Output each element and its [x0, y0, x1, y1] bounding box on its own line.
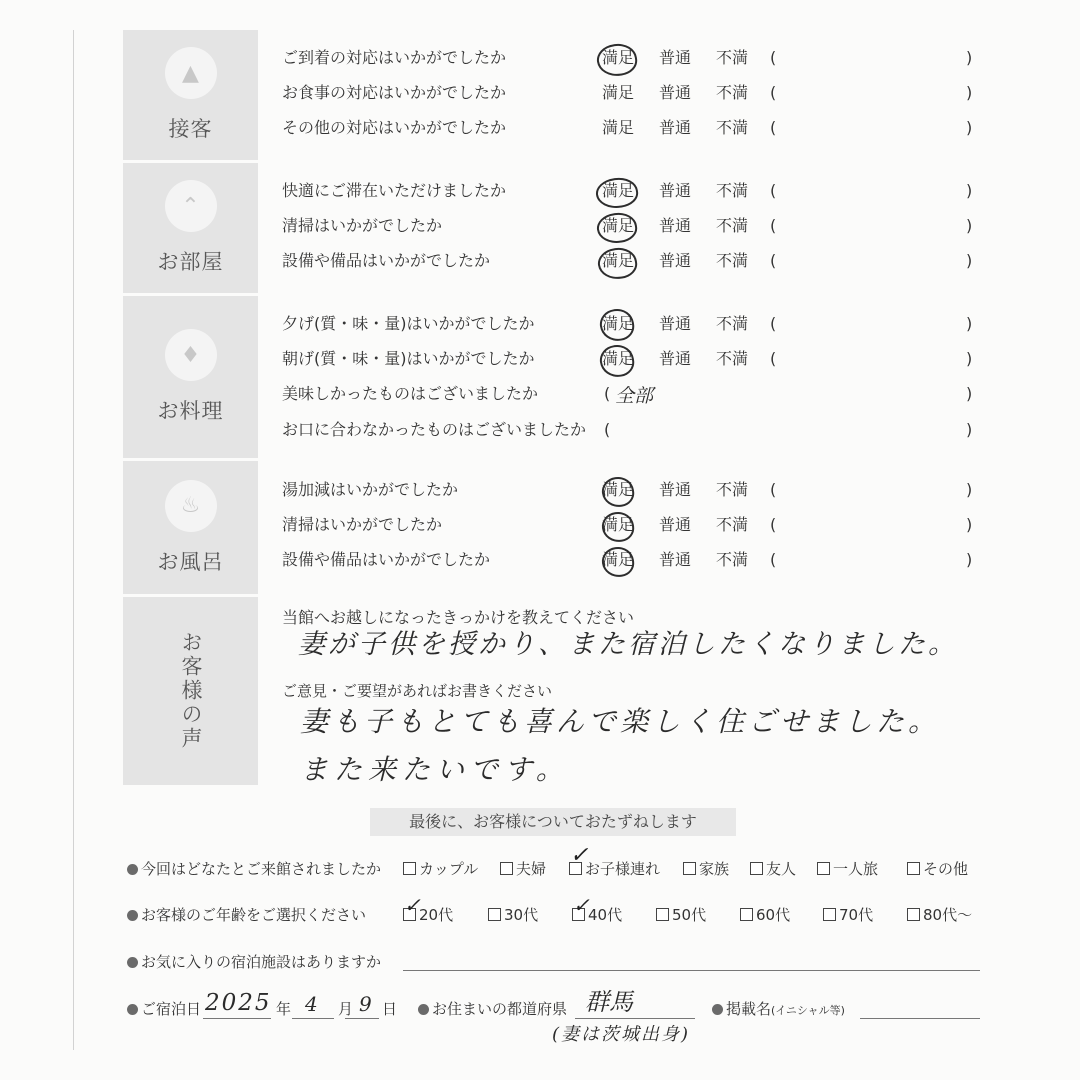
check-mark-icon: ✓	[573, 893, 590, 917]
check-mark-icon: ✓	[570, 843, 589, 868]
option-normal[interactable]: 普通	[659, 349, 692, 368]
question-text: 設備や備品はいかがでしたか	[282, 251, 491, 270]
stay-year: 2025	[205, 990, 272, 1016]
close-paren: )	[966, 349, 973, 368]
close-paren: )	[966, 314, 973, 333]
open-paren: (	[770, 48, 777, 67]
companion-option[interactable]	[683, 858, 729, 879]
option-unsatisfied[interactable]: 不満	[716, 314, 749, 333]
prefecture-note: (妻は茨城出身)	[552, 1024, 691, 1045]
close-paren: )	[966, 83, 973, 102]
close-paren: )	[966, 181, 973, 200]
age-option[interactable]	[656, 904, 706, 925]
option-label: 夫婦	[516, 860, 547, 878]
open-paren: (	[770, 314, 777, 333]
companion-option[interactable]	[907, 858, 968, 879]
option-label: カップル	[419, 860, 479, 878]
open-paren: (	[770, 550, 777, 569]
day-unit: 日	[382, 1000, 398, 1018]
option-label: 50代	[672, 906, 707, 924]
margin-line	[73, 30, 74, 1050]
option-label: お子様連れ	[585, 860, 661, 878]
room-roof-icon: ⌃	[165, 180, 217, 232]
handwritten-answer: また来たいです。	[300, 753, 570, 786]
option-unsatisfied[interactable]: 不満	[716, 515, 749, 534]
bullet-icon	[418, 1004, 429, 1015]
close-paren: )	[966, 480, 973, 499]
option-satisfied[interactable]: 満足	[602, 515, 635, 534]
open-paren: (	[770, 515, 777, 534]
question-row	[282, 79, 982, 107]
check-mark-icon: ✓	[404, 893, 421, 917]
stay-date-label: ご宿泊日	[127, 998, 201, 1019]
category-label: お部屋	[157, 250, 224, 274]
option-unsatisfied[interactable]: 不満	[716, 118, 749, 137]
option-unsatisfied[interactable]: 不満	[716, 48, 749, 67]
category-label: お料理	[157, 399, 224, 423]
close-paren: )	[966, 118, 973, 137]
bowing-staff-icon: ▲	[165, 47, 217, 99]
age-option[interactable]	[740, 904, 790, 925]
open-paren: (	[770, 83, 777, 102]
option-satisfied[interactable]: 満足	[602, 550, 635, 569]
companion-option[interactable]	[750, 858, 796, 879]
question-text: 清掃はいかがでしたか	[282, 216, 443, 235]
final-section-heading: 最後に、お客様についておたずねします	[370, 808, 736, 836]
open-paren: (	[770, 118, 777, 137]
stay-day: 9	[359, 992, 372, 1016]
favorite-answer-line[interactable]	[403, 970, 980, 971]
checkbox[interactable]	[740, 908, 753, 921]
option-label: 家族	[699, 860, 730, 878]
option-satisfied[interactable]: 満足	[602, 83, 635, 102]
option-unsatisfied[interactable]: 不満	[716, 550, 749, 569]
question-text: 夕げ(質・味・量)はいかがでしたか	[282, 314, 535, 333]
option-normal[interactable]: 普通	[659, 314, 692, 333]
checkbox[interactable]	[488, 908, 501, 921]
companion-option[interactable]	[403, 858, 478, 879]
option-satisfied[interactable]: 満足	[602, 349, 635, 368]
prefecture-value: 群馬	[585, 988, 633, 1016]
companion-option[interactable]	[500, 858, 546, 879]
display-name-line[interactable]	[860, 1018, 980, 1019]
question-text: 清掃はいかがでしたか	[282, 515, 443, 534]
month-unit: 月	[338, 1000, 354, 1018]
option-normal[interactable]: 普通	[659, 83, 692, 102]
option-label: その他	[923, 860, 969, 878]
option-unsatisfied[interactable]: 不満	[716, 349, 749, 368]
close-paren: )	[966, 515, 973, 534]
option-label: 20代	[419, 906, 454, 924]
checkbox[interactable]	[817, 862, 830, 875]
option-unsatisfied[interactable]: 不満	[716, 251, 749, 270]
option-satisfied[interactable]: 満足	[602, 251, 635, 270]
option-normal[interactable]: 普通	[659, 550, 692, 569]
option-normal[interactable]: 普通	[659, 181, 692, 200]
open-paren: (	[770, 216, 777, 235]
bullet-icon	[127, 1004, 138, 1015]
option-satisfied[interactable]: 満足	[602, 48, 635, 67]
prefecture-label: お住まいの都道府県	[418, 998, 567, 1019]
cuisine-dishes-icon: ♦	[165, 329, 217, 381]
option-satisfied[interactable]: 満足	[602, 216, 635, 235]
age-option[interactable]	[488, 904, 538, 925]
category-room	[123, 163, 258, 293]
checkbox[interactable]	[750, 862, 763, 875]
option-label: 30代	[504, 906, 539, 924]
checkbox[interactable]	[823, 908, 836, 921]
checkbox[interactable]	[500, 862, 513, 875]
option-satisfied[interactable]: 満足	[602, 118, 635, 137]
category-cuisine	[123, 296, 258, 458]
category-bath	[123, 461, 258, 594]
category-label: お風呂	[157, 549, 224, 574]
bullet-icon	[712, 1004, 723, 1015]
close-paren: )	[966, 48, 973, 67]
checkbox[interactable]	[907, 862, 920, 875]
category-service	[123, 30, 258, 160]
question-text: お口に合わなかったものはございましたか	[282, 420, 587, 439]
option-label: 70代	[839, 906, 874, 924]
voice-question-1: 当館へお越しになったきっかけを教えてください	[282, 608, 635, 627]
age-option[interactable]	[823, 904, 873, 925]
handwritten-answer: 妻が子供を授かり、また宿泊したくなりました。	[298, 629, 958, 660]
favorite-label: お気に入りの宿泊施設はありますか	[141, 953, 382, 971]
close-paren: )	[966, 550, 973, 569]
option-satisfied[interactable]: 満足	[602, 314, 635, 333]
option-normal[interactable]: 普通	[659, 480, 692, 499]
year-line[interactable]	[203, 1018, 271, 1019]
checkbox[interactable]	[656, 908, 669, 921]
option-label: 友人	[766, 860, 797, 878]
open-paren: (	[770, 251, 777, 270]
favorite-question	[127, 951, 381, 972]
bullet-icon	[127, 910, 138, 921]
checkbox[interactable]	[683, 862, 696, 875]
open-paren: (	[604, 420, 611, 439]
hot-spring-icon: ♨	[165, 480, 217, 532]
open-paren: (	[604, 384, 611, 403]
age-option[interactable]	[907, 904, 972, 925]
handwritten-answer: 全部	[615, 385, 654, 407]
age-question	[127, 904, 366, 925]
companion-option[interactable]	[817, 858, 878, 879]
open-paren: (	[770, 349, 777, 368]
question-text: ご到着の対応はいかがでしたか	[282, 48, 507, 67]
option-unsatisfied[interactable]: 不満	[716, 181, 749, 200]
question-row	[282, 114, 982, 142]
option-normal[interactable]: 普通	[659, 118, 692, 137]
close-paren: )	[966, 251, 973, 270]
category-label: お客様の声	[179, 631, 203, 751]
companion-label: 今回はどなたとご来館されましたか	[141, 860, 382, 878]
handwritten-answer: 妻も子もとても喜んで楽しく住ごせました。	[300, 705, 941, 738]
day-line[interactable]	[345, 1018, 379, 1019]
bullet-icon	[127, 957, 138, 968]
stay-month: 4	[305, 992, 318, 1016]
option-normal[interactable]: 普通	[659, 515, 692, 534]
month-line[interactable]	[292, 1018, 334, 1019]
open-paren: (	[770, 480, 777, 499]
checkbox[interactable]	[907, 908, 920, 921]
question-text: 設備や備品はいかがでしたか	[282, 550, 491, 569]
question-row	[282, 416, 982, 444]
companion-question	[127, 858, 381, 879]
voice-question-2: ご意見・ご要望があればお書きください	[282, 682, 553, 700]
option-unsatisfied[interactable]: 不満	[716, 83, 749, 102]
question-text: 朝げ(質・味・量)はいかがでしたか	[282, 349, 535, 368]
open-paren: (	[770, 181, 777, 200]
age-label: お客様のご年齢をご選択ください	[141, 906, 367, 924]
question-text: 快適にご滞在いただけましたか	[282, 181, 507, 200]
option-normal[interactable]: 普通	[659, 251, 692, 270]
bullet-icon	[127, 864, 138, 875]
question-text: 湯加減はいかがでしたか	[282, 480, 459, 499]
option-label: 40代	[588, 906, 623, 924]
checkbox[interactable]	[403, 862, 416, 875]
display-name-label: 掲載名(イニシャル等)	[712, 998, 845, 1019]
option-unsatisfied[interactable]: 不満	[716, 216, 749, 235]
close-paren: )	[966, 420, 973, 439]
category-voice	[123, 597, 258, 785]
option-normal[interactable]: 普通	[659, 48, 692, 67]
option-label: 80代〜	[923, 906, 973, 924]
question-text: 美味しかったものはございましたか	[282, 384, 539, 403]
question-text: お食事の対応はいかがでしたか	[282, 83, 507, 102]
year-unit: 年	[276, 1000, 292, 1018]
option-satisfied[interactable]: 満足	[602, 181, 635, 200]
option-label: 一人旅	[833, 860, 879, 878]
option-label: 60代	[756, 906, 791, 924]
option-unsatisfied[interactable]: 不満	[716, 480, 749, 499]
close-paren: )	[966, 384, 973, 403]
option-satisfied[interactable]: 満足	[602, 480, 635, 499]
close-paren: )	[966, 216, 973, 235]
question-text: その他の対応はいかがでしたか	[282, 118, 507, 137]
category-label: 接客	[168, 117, 213, 141]
prefecture-line[interactable]	[575, 1018, 695, 1019]
option-normal[interactable]: 普通	[659, 216, 692, 235]
